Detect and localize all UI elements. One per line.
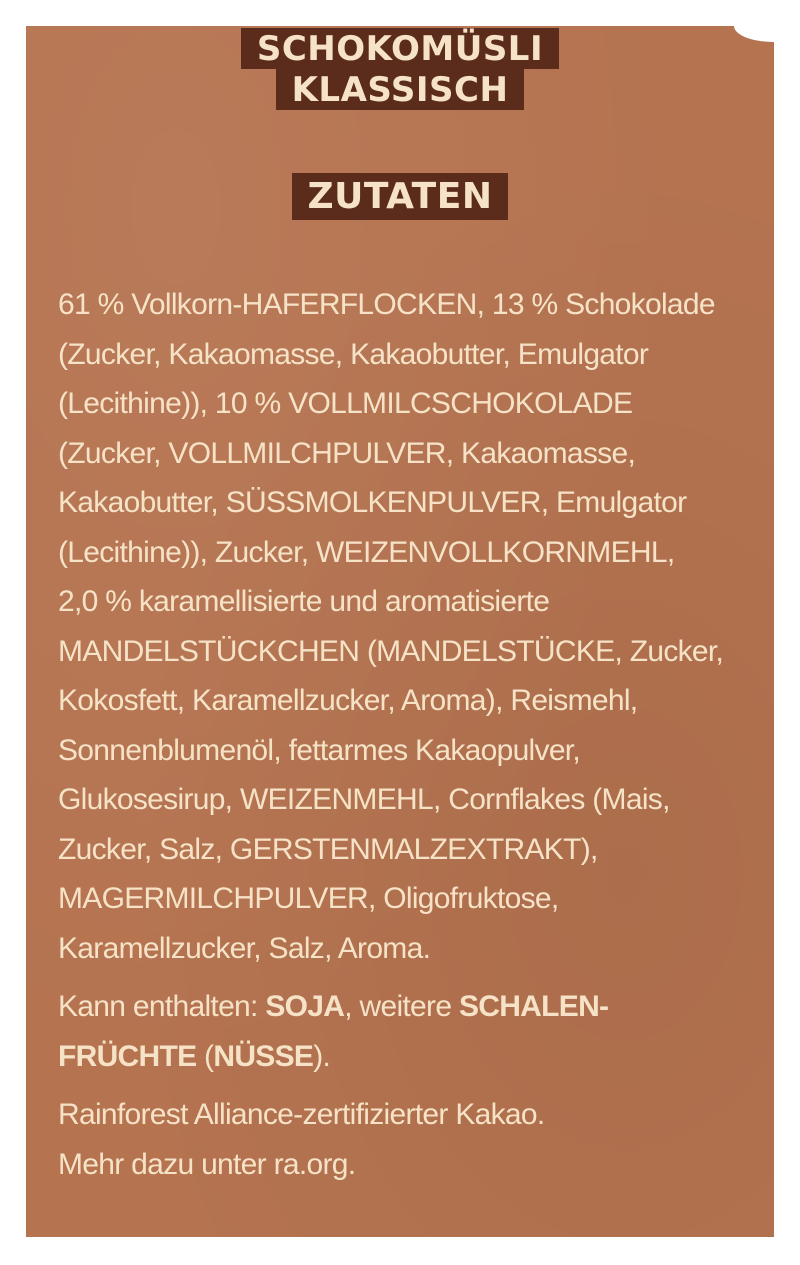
spacer bbox=[58, 1081, 758, 1090]
ingredient-panel bbox=[26, 26, 774, 1237]
ingredients-line: (Lecithine)), 10 % VOLLMILCSCHOKOLADE bbox=[58, 387, 633, 420]
ingredients-line: 2,0 % karamellisierte und aromatisierte bbox=[58, 585, 550, 618]
ingredients-line: Zucker, Salz, GERSTENMALZEXTRAKT), bbox=[58, 832, 598, 866]
allergen-open-paren: ( bbox=[196, 1039, 214, 1073]
allergen-line-2 bbox=[58, 1032, 758, 1082]
allergen-schalen: SCHALEN- bbox=[458, 990, 609, 1023]
product-title-line-1: SCHOKOMÜSLI bbox=[241, 28, 559, 69]
ingredients-line: MAGERMILCHPULVER, Oligofruktose, bbox=[58, 882, 559, 915]
allergen-fruechte: FRÜCHTE bbox=[58, 1039, 197, 1073]
ingredients-line: Glukosesirup, WEIZENMEHL, Cornflakes (Mais, bbox=[58, 783, 670, 816]
ingredients-line: MANDELSTÜCKCHEN (MANDELSTÜCKE, Zucker, bbox=[58, 634, 724, 668]
ingredients-line: 61 % Vollkorn-HAFERFLOCKEN, 13 % Schokolade bbox=[58, 288, 715, 321]
ingredients-line: Kakaobutter, SÜSSMOLKENPULVER, Emulgator bbox=[58, 486, 687, 519]
allergen-prefix: Kann enthalten: bbox=[58, 990, 266, 1023]
allergen-close: ). bbox=[313, 1039, 331, 1073]
certification-line: Mehr dazu unter ra.org. bbox=[58, 1147, 356, 1181]
section-heading-block bbox=[26, 173, 774, 220]
section-heading-zutaten: ZUTATEN bbox=[292, 173, 509, 220]
ingredients-line: Sonnenblumenöl, fettarmes Kakaopulver, bbox=[58, 733, 581, 767]
ingredients-line: (Zucker, VOLLMILCHPULVER, Kakaomasse, bbox=[58, 436, 636, 470]
allergen-middle: , weitere bbox=[344, 990, 459, 1023]
allergen-soja: SOJA bbox=[265, 990, 345, 1023]
allergen-nuesse: NÜSSE bbox=[213, 1039, 314, 1073]
ingredients-line: Kokosfett, Karamellzucker, Aroma), Reismehl, bbox=[58, 684, 638, 717]
allergen-line-1 bbox=[58, 982, 758, 1032]
product-title-line-2: KLASSISCH bbox=[276, 69, 525, 110]
ingredients-text bbox=[58, 280, 758, 1189]
certification-line: Rainforest Alliance-zertifizierter Kakao. bbox=[58, 1098, 545, 1131]
ingredients-line: (Lecithine)), Zucker, WEIZENVOLLKORNMEHL, bbox=[58, 535, 675, 569]
product-title-line-1-block bbox=[26, 28, 774, 69]
ingredients-line: Karamellzucker, Salz, Aroma. bbox=[58, 931, 431, 965]
ingredients-line: (Zucker, Kakaomasse, Kakaobutter, Emulgator bbox=[58, 337, 649, 371]
product-title-line-2-block bbox=[26, 69, 774, 110]
spacer bbox=[58, 973, 758, 982]
